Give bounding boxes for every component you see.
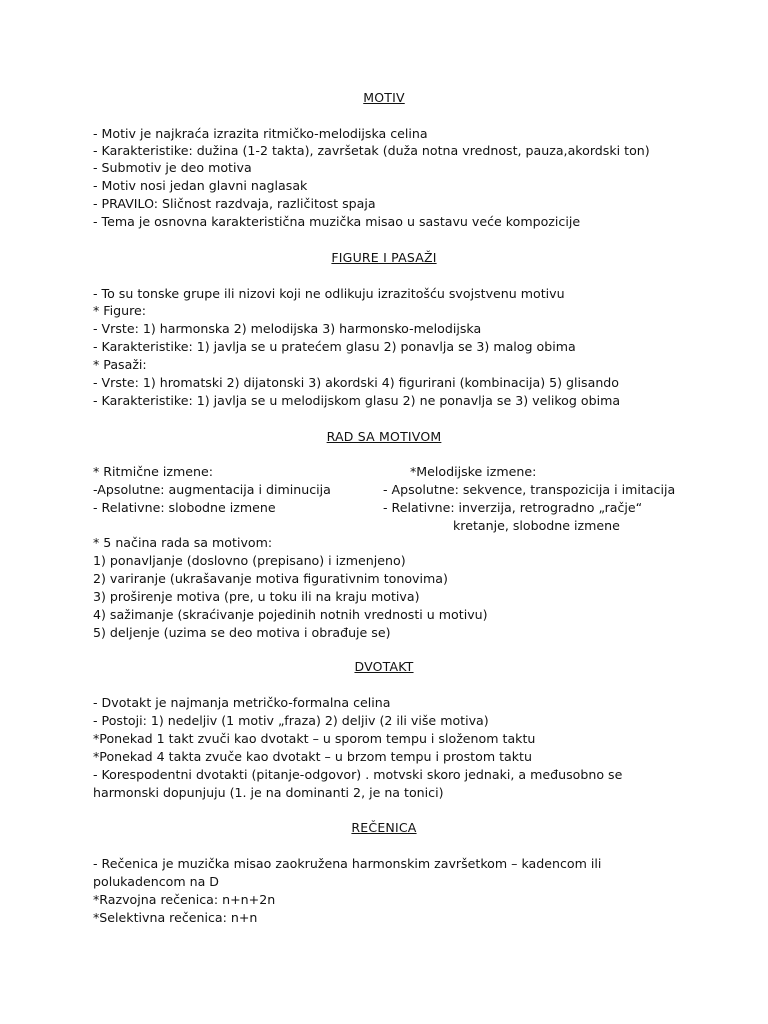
section-heading-dvotakt: DVOTAKT <box>354 659 414 674</box>
text-line: polukadencom na D <box>93 874 219 889</box>
text-line: * Pasaži: <box>93 357 147 372</box>
text-line: *Selektivna rečenica: n+n <box>93 910 258 925</box>
text-line: 1) ponavljanje (doslovno (prepisano) i izmenjeno) <box>93 553 406 568</box>
text-line: - Vrste: 1) hromatski 2) dijatonski 3) akordski 4) figurirani (kombinacija) 5) glisando <box>93 375 620 390</box>
text-line: harmonski dopunjuju (1. je na dominanti 2, je na tonici) <box>93 785 444 800</box>
text-line: - Motiv nosi jedan glavni naglasak <box>93 178 308 193</box>
text-line: 2) variranje (ukrašavanje motiva figurativnim tonovima) <box>93 571 448 586</box>
text-line: *Ponekad 4 takta zvuče kao dvotakt – u brzom tempu i prostom taktu <box>93 749 532 764</box>
text-line: - Karakteristike: dužina (1-2 takta), završetak (duža notna vrednost, pauza,akordski ton) <box>93 143 650 158</box>
text-line: - Tema je osnovna karakteristična muzička misao u sastavu veće kompozicije <box>93 214 581 229</box>
section-heading-motiv: MOTIV <box>363 90 405 105</box>
melodijske-apsolutne: - Apsolutne: sekvence, transpozicija i imitacija <box>383 482 676 497</box>
text-line: 5) deljenje (uzima se deo motiva i obrađuje se) <box>93 625 391 640</box>
text-line: - Motiv je najkraća izrazita ritmičko-melodijska celina <box>93 126 428 141</box>
text-line: *Ponekad 1 takt zvuči kao dvotakt – u sporom tempu i složenom taktu <box>93 731 536 746</box>
text-line: - To su tonske grupe ili nizovi koji ne odlikuju izrazitošću svojstvenu motivu <box>93 286 565 301</box>
text-line: * Figure: <box>93 303 146 318</box>
text-line: - Vrste: 1) harmonska 2) melodijska 3) harmonsko-melodijska <box>93 321 482 336</box>
text-line: 3) proširenje motiva (pre, u toku ili na kraju motiva) <box>93 589 420 604</box>
text-line: - Submotiv je deo motiva <box>93 160 252 175</box>
ritmicne-izmene-title: * Ritmične izmene: <box>93 464 214 479</box>
melodijske-relativne: - Relativne: inverzija, retrogradno „račje“ <box>383 500 643 515</box>
melodijske-relativne-cont: kretanje, slobodne izmene <box>453 518 620 533</box>
text-line: - Korespodentni dvotakti (pitanje-odgovor) . motvski skoro jednaki, a međusobno se <box>93 767 623 782</box>
text-line: - PRAVILO: Sličnost razdvaja, različitost spaja <box>93 196 376 211</box>
section-heading-recenica: REČENICA <box>351 820 417 835</box>
text-line: - Postoji: 1) nedeljiv (1 motiv „fraza) 2) deljiv (2 ili više motiva) <box>93 713 489 728</box>
text-line: - Karakteristike: 1) javlja se u melodijskom glasu 2) ne ponavlja se 3) velikog obima <box>93 393 621 408</box>
section-heading-rad-sa-motivom: RAD SA MOTIVOM <box>326 429 442 444</box>
text-line: - Dvotakt je najmanja metričko-formalna celina <box>93 695 391 710</box>
melodijske-izmene-title: *Melodijske izmene: <box>410 464 537 479</box>
ritmicne-apsolutne: -Apsolutne: augmentacija i diminucija <box>93 482 331 497</box>
text-line: - Rečenica je muzička misao zaokružena harmonskim završetkom – kadencom ili <box>93 856 602 871</box>
text-line: * 5 načina rada sa motivom: <box>93 535 273 550</box>
section-heading-figure-i-pasazi: FIGURE I PASAŽI <box>331 250 437 265</box>
text-line: *Razvojna rečenica: n+n+2n <box>93 892 276 907</box>
text-line: - Karakteristike: 1) javlja se u pratećem glasu 2) ponavlja se 3) malog obima <box>93 339 576 354</box>
text-line: 4) sažimanje (skraćivanje pojedinih notnih vrednosti u motivu) <box>93 607 488 622</box>
ritmicne-relativne: - Relativne: slobodne izmene <box>93 500 276 515</box>
